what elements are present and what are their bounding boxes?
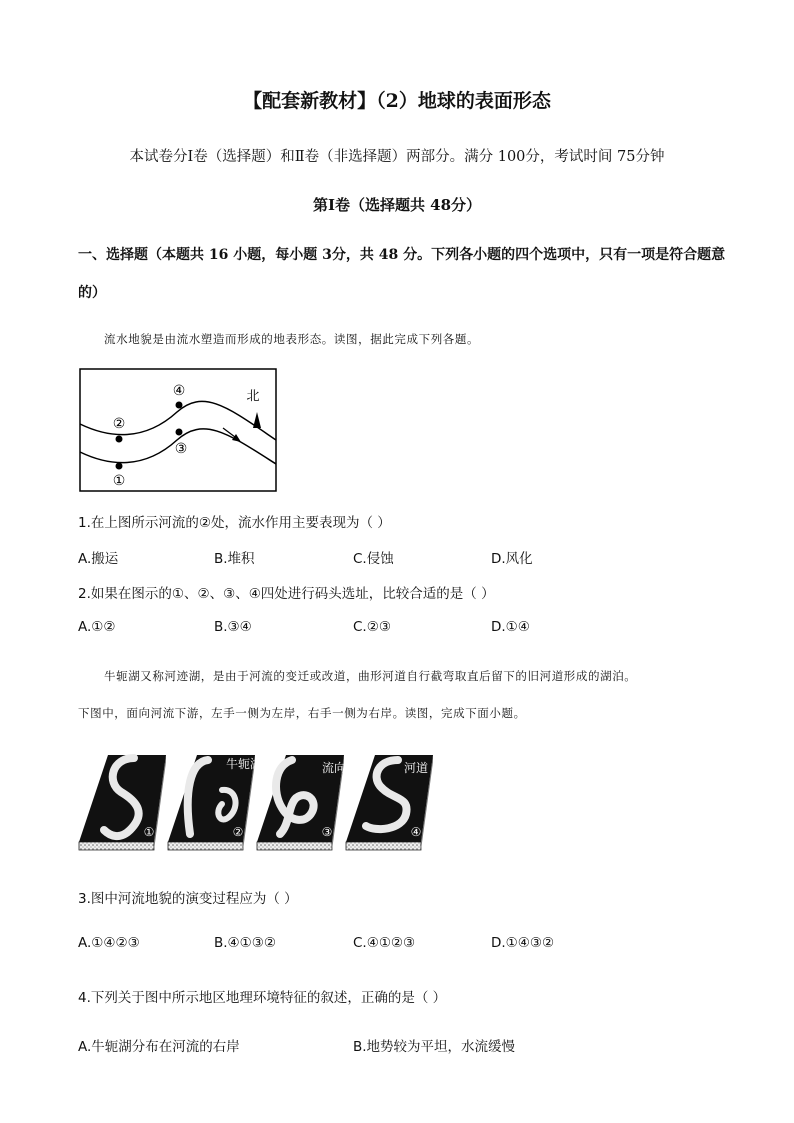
- q2-option-b: B.③④: [214, 619, 252, 635]
- point-3-dot: [176, 429, 183, 436]
- exam-intro: 本试卷分Ⅰ卷（选择题）和Ⅱ卷（非选择题）两部分。满分 100分，考试时间 75分钟: [129, 149, 665, 165]
- q3-option-a: A.①④②③: [78, 935, 140, 951]
- block-3: [257, 755, 346, 850]
- passage-2-line-1: 牛轭湖又称河迹湖，是由于河流的变迁或改道，曲形河道自行截弯取直后留下的旧河道形成的湖泊。: [104, 669, 637, 683]
- river-channel-label: 河道: [403, 761, 429, 775]
- flow-direction-label: 流向: [321, 761, 347, 775]
- point-2-dot: [116, 436, 123, 443]
- q1-option-d: D.风化: [491, 551, 533, 567]
- oxbow-lake-label: 牛轭湖: [225, 757, 263, 771]
- q3-option-d: D.①④③②: [491, 935, 555, 951]
- point-4-dot: [176, 402, 183, 409]
- part-title: 第Ⅰ卷（选择题共 48分）: [312, 196, 482, 214]
- block-1-label: ①: [143, 825, 155, 839]
- q2-option-c: C.②③: [353, 619, 391, 635]
- north-label: 北: [246, 389, 260, 404]
- q2-option-d: D.①④: [491, 619, 530, 635]
- q4-option-a: A.牛轭湖分布在河流的右岸: [78, 1039, 240, 1055]
- section-heading-continued: 的）: [78, 285, 106, 301]
- q3-option-b: B.④①③②: [214, 935, 276, 951]
- point-1-label: ①: [112, 473, 126, 489]
- oxbow-lake-figure: [76, 752, 444, 856]
- q1-option-a: A.搬运: [78, 551, 119, 567]
- section-heading: 一、选择题（本题共 16 小题，每小题 3分，共 48 分。下列各小题的四个选项中，只有一项是符合题意: [78, 247, 726, 263]
- q1-option-c: C.侵蚀: [353, 551, 394, 567]
- passage-1: 流水地貌是由流水塑造而形成的地表形态。读图，据此完成下列各题。: [104, 332, 480, 346]
- point-2-label: ②: [112, 416, 126, 432]
- point-3-label: ③: [174, 441, 188, 457]
- question-1: 1.在上图所示河流的②处，流水作用主要表现为（ ）: [78, 515, 391, 531]
- q3-option-c: C.④①②③: [353, 935, 416, 951]
- passage-2-line-2: 下图中，面向河流下游，左手一侧为左岸，右手一侧为右岸。读图，完成下面小题。: [78, 706, 526, 720]
- q4-option-b: B.地势较为平坦，水流缓慢: [353, 1039, 516, 1055]
- block-4-label: ④: [410, 825, 422, 839]
- point-4-label: ④: [172, 383, 186, 399]
- block-3-label: ③: [321, 825, 333, 839]
- q1-option-b: B.堆积: [214, 551, 255, 567]
- block-4: [346, 755, 433, 850]
- block-2-label: ②: [232, 825, 244, 839]
- question-2: 2.如果在图示的①、②、③、④四处进行码头选址，比较合适的是（ ）: [78, 586, 495, 602]
- question-3: 3.图中河流地貌的演变过程应为（ ）: [78, 891, 298, 907]
- block-1: [79, 755, 166, 850]
- block-2: [168, 755, 262, 850]
- point-1-dot: [116, 463, 123, 470]
- page-title: 【配套新教材】（2）地球的表面形态: [243, 90, 551, 112]
- q2-option-a: A.①②: [78, 619, 116, 635]
- question-4: 4.下列关于图中所示地区地理环境特征的叙述，正确的是（ ）: [78, 990, 447, 1006]
- river-meander-figure: [79, 368, 277, 492]
